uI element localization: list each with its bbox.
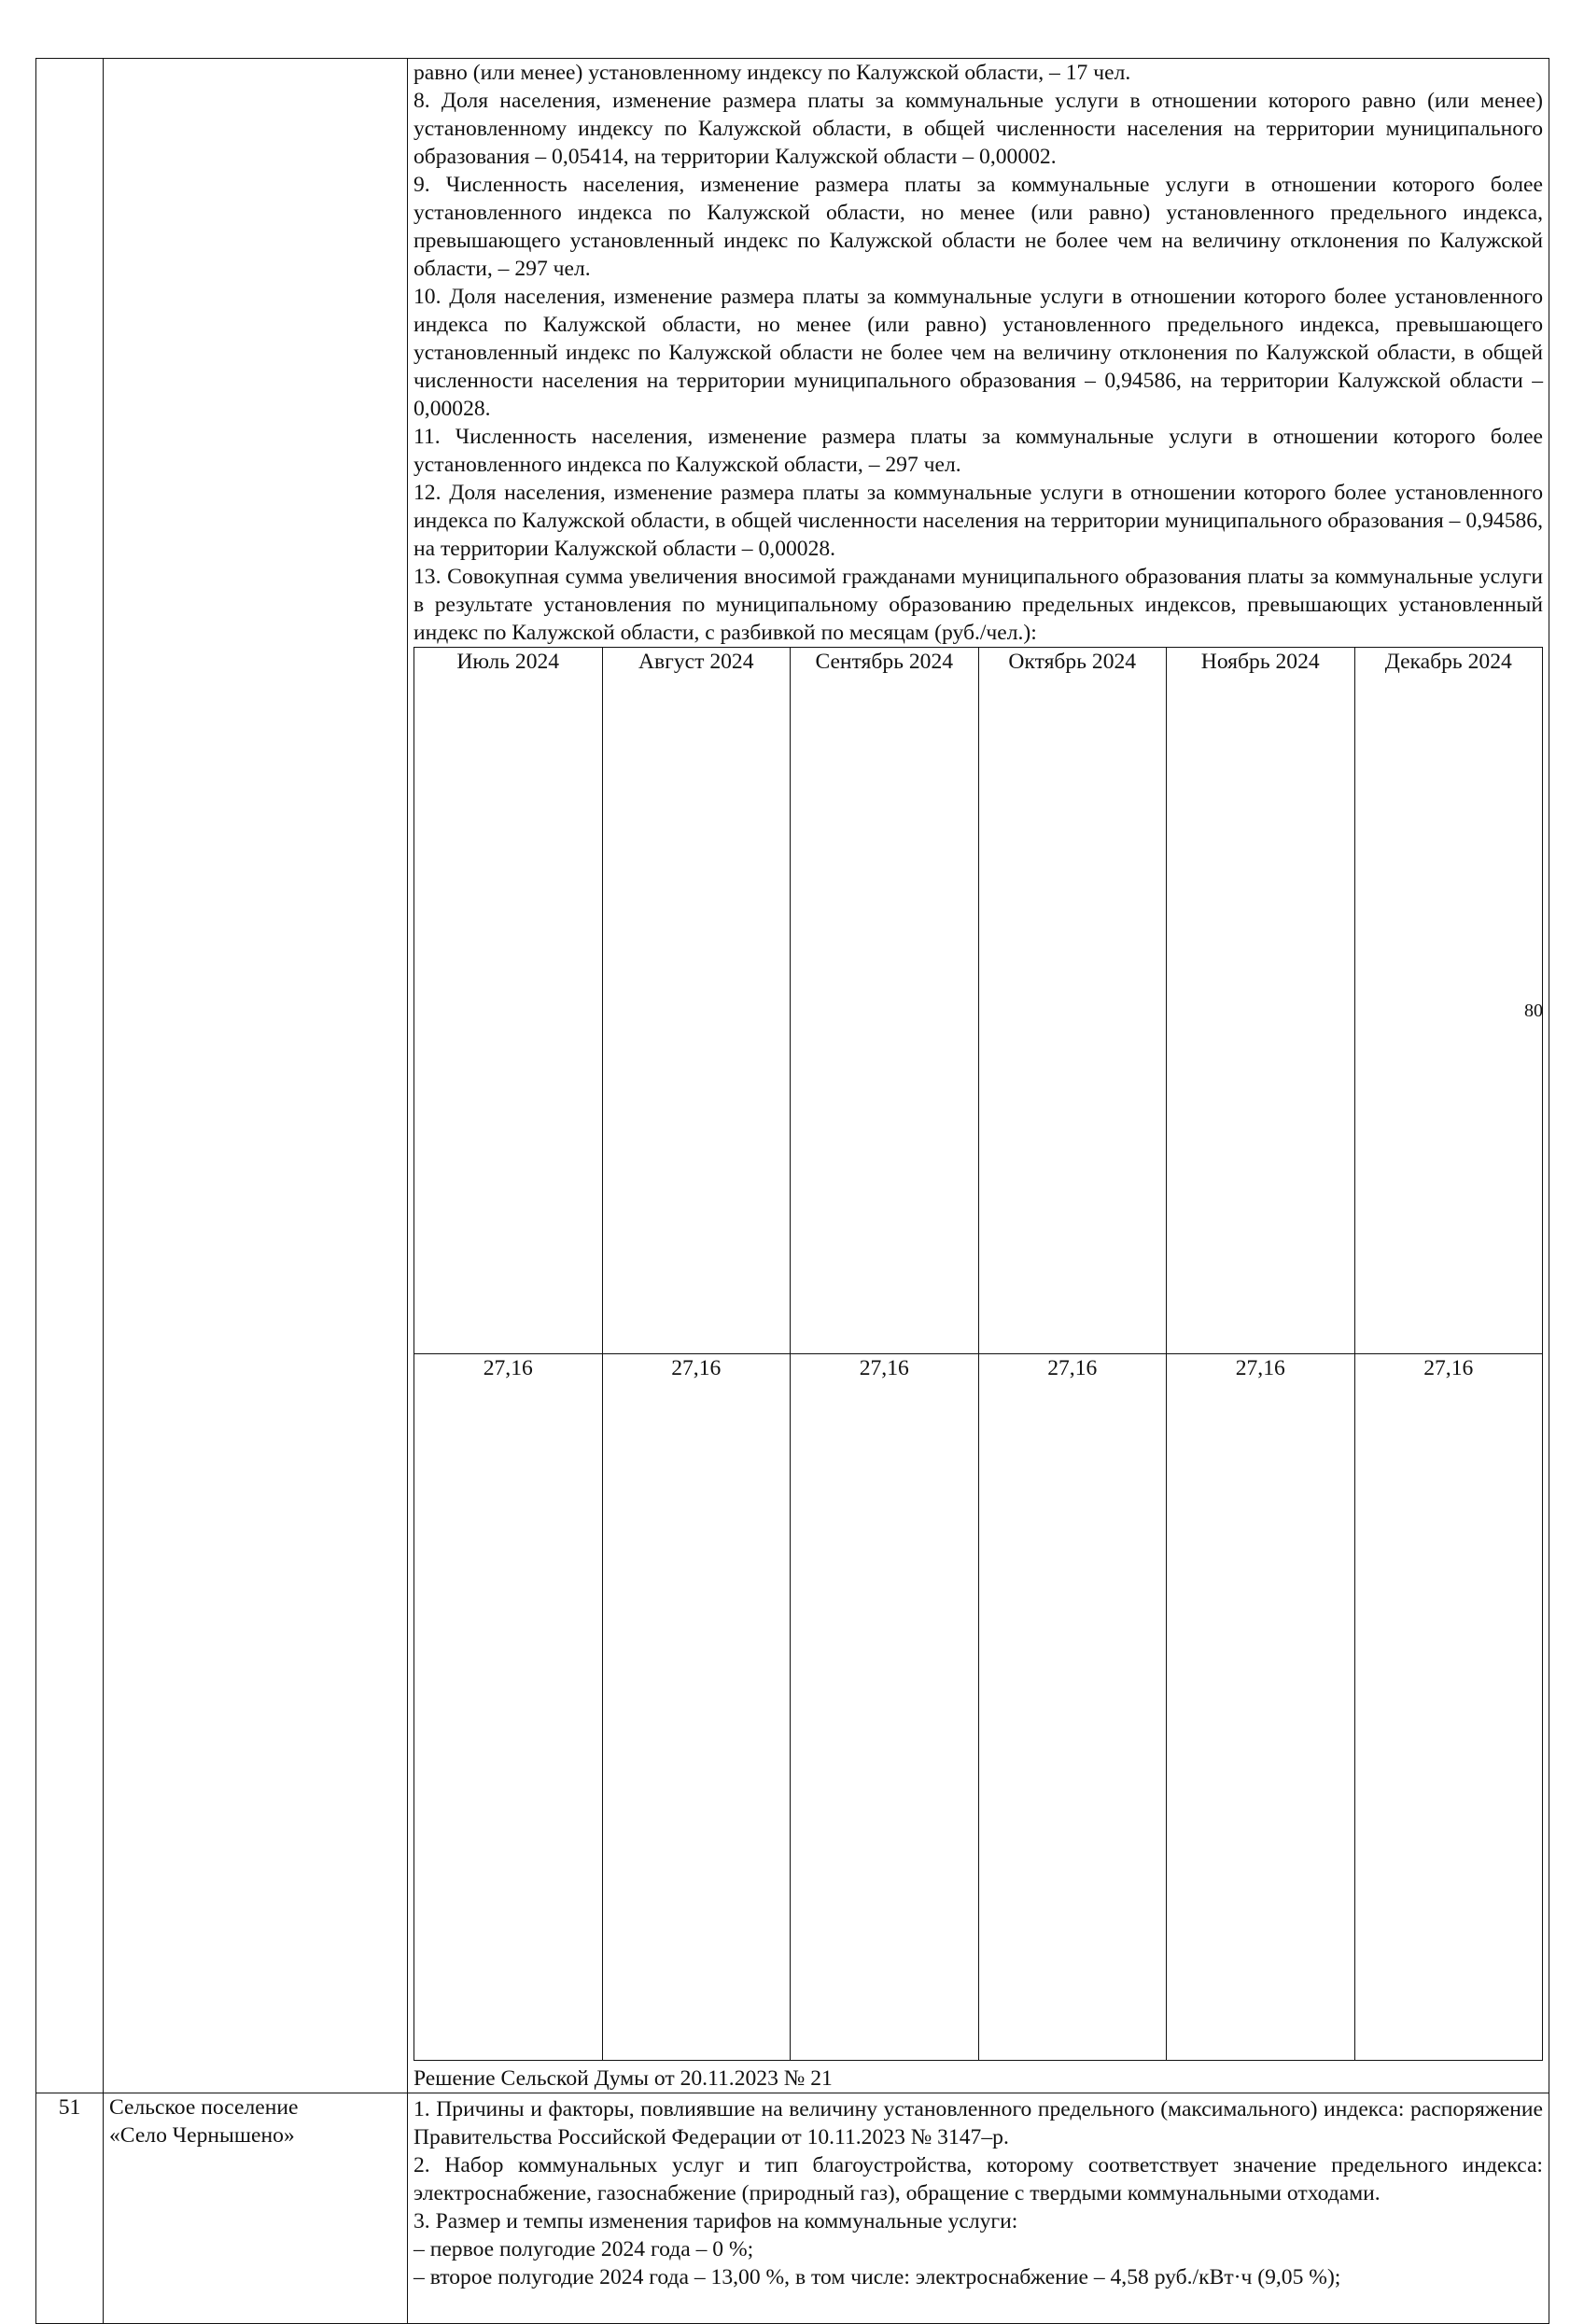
paragraph-second-half: – второе полугодие 2024 года – 13,00 %, в том числе: электроснабжение – 4,58 руб./кВт·ч (9,05 %); (414, 2265, 1341, 2289)
month-header: Август 2024 (602, 648, 791, 1354)
municipality-name-line: «Село Чернышено» (109, 2123, 295, 2148)
paragraph-item-10: 10. Доля населения, изменение размера платы за коммунальные услуги в отношении которого более установленного индекса по Калужской области, но менее (или равно) установленного предельного индекса, превышающего установленный индекс по Калужской области не более чем на величину отклонения по Калужской области, в общей численности населения на территории муниципального образования – 0,94586, на территории Калужской области – 0,00028. (414, 285, 1543, 421)
decision-reference: Решение Сельской Думы от 20.11.2023 № 21 (414, 2066, 833, 2091)
paragraph-item-1: 1. Причины и факторы, повлиявшие на величину установленного предельного (максимального) индекса: распоряжение Правительства Российской Федерации от 10.11.2023 № 3147–р. (414, 2097, 1543, 2149)
paragraph-continuation: равно (или менее) установленному индексу по Калужской области, – 17 чел. (414, 61, 1131, 85)
row-number-cell: 51 (36, 2093, 104, 2324)
municipality-name-line: Сельское поселение (109, 2095, 299, 2120)
details-cell (408, 59, 1549, 2093)
paragraph-item-2: 2. Набор коммунальных услуг и тип благоустройства, которому соответствует значение предельного индекса: электроснабжение, газоснабжение (природный газ), обращение с твердыми коммунальными отходами. (414, 2153, 1543, 2205)
month-header: Сентябрь 2024 (791, 648, 979, 1354)
paragraph-item-12: 12. Доля населения, изменение размера платы за коммунальные услуги в отношении которого более установленного индекса по Калужской области, в общей численности населения на территории муниципального образования – 0,94586, на территории Калужской области – 0,00028. (414, 481, 1543, 561)
table-row (36, 59, 1549, 2093)
month-value: 27,16 (1354, 1354, 1543, 2061)
month-value: 27,16 (602, 1354, 791, 2061)
row-number-cell (36, 59, 104, 2093)
month-value: 27,16 (414, 1354, 603, 2061)
municipal-indices-table (35, 58, 1549, 2324)
paragraph-item-8: 8. Доля населения, изменение размера платы за коммунальные услуги в отношении которого равно (или менее) установленному индексу по Калужской области, в общей численности населения на территории муниципального образования – 0,05414, на территории Калужской области – 0,00002. (414, 89, 1543, 169)
monthly-sum-header-row (414, 648, 1543, 1354)
paragraph-item-11: 11. Численность населения, изменение размера платы за коммунальные услуги в отношении которого более установленного индекса по Калужской области, – 297 чел. (414, 425, 1543, 477)
municipality-name-cell (104, 2093, 408, 2324)
month-header: Июль 2024 (414, 648, 603, 1354)
paragraph-item-9: 9. Численность населения, изменение размера платы за коммунальные услуги в отношении которого более установленного индекса по Калужской области, но менее (или равно) установленного предельного индекса, превышающего установленный индекс по Калужской области не более чем на величину отклонения по Калужской области, – 297 чел. (414, 173, 1543, 281)
details-cell (408, 2093, 1549, 2324)
month-value: 27,16 (978, 1354, 1167, 2061)
monthly-sum-value-row (414, 1354, 1543, 2061)
paragraph-item-13: 13. Совокупная сумма увеличения вносимой гражданами муниципального образования платы за коммунальные услуги в результате установления по муниципальному образованию предельных индексов, превышающих установленный индекс по Калужской области, с разбивкой по месяцам (руб./чел.): (414, 565, 1543, 645)
monthly-sum-table (414, 647, 1543, 2061)
month-value: 27,16 (791, 1354, 979, 2061)
paragraph-first-half: – первое полугодие 2024 года – 0 %; (414, 2237, 754, 2261)
table-row (36, 2093, 1549, 2324)
paragraph-item-3: 3. Размер и темпы изменения тарифов на коммунальные услуги: (414, 2209, 1018, 2233)
month-header: Ноябрь 2024 (1167, 648, 1355, 1354)
page-number: 80 (1524, 1001, 1543, 1021)
municipality-name-cell (104, 59, 408, 2093)
month-value: 27,16 (1167, 1354, 1355, 2061)
month-header: Октябрь 2024 (978, 648, 1167, 1354)
month-header: Декабрь 2024 (1354, 648, 1543, 1354)
